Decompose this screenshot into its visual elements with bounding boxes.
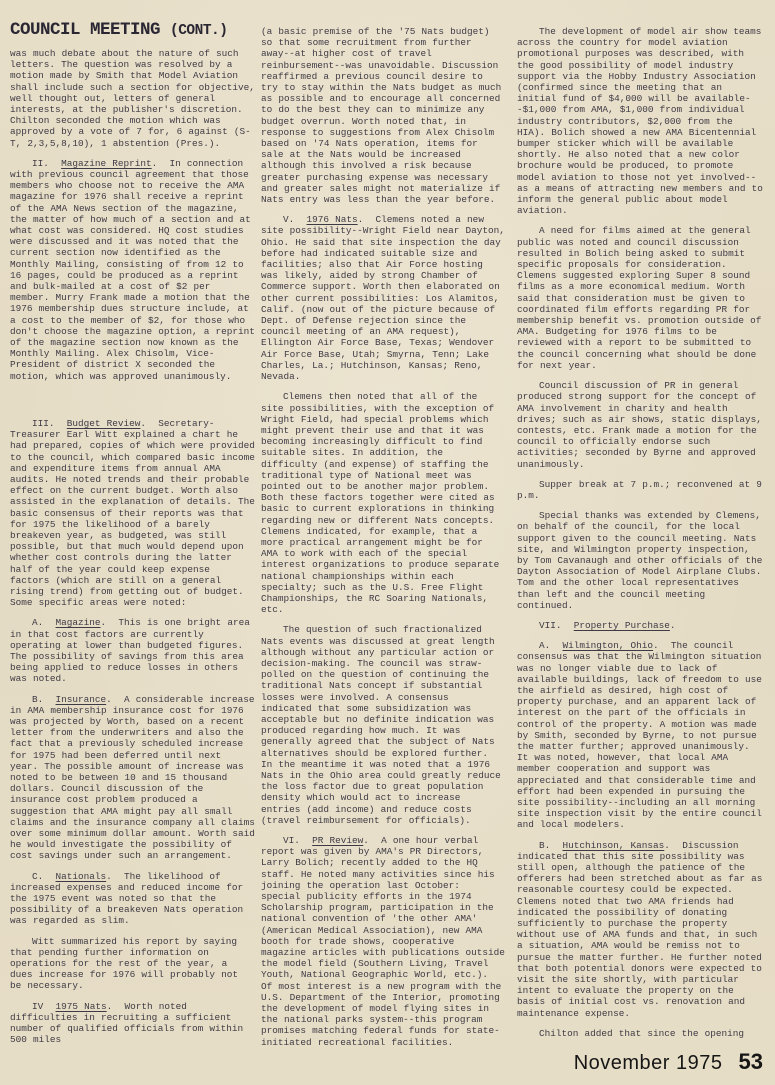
column-3 (517, 26, 767, 1039)
paragraph: A. Magazine. This is one bright area in that cost factors are currently operating at lower than budgeted figures. The possibility of savings from this area being applied to reduce losses in others was noted. (10, 617, 250, 685)
paragraph: A need for films aimed at the general public was noted and council discussion resulted in Bolich being asked to submit specific proposals for consideration. Clemens suggested exploring Super 8 sound films as a more economical medium. Worth said that consideration must be given to coordinated film efforts regarding PR for membership benefit vs. promotion outside of AMA. Budgeting for 1976 films to be reviewed with a report to be submitted to the council concerning what should be done for next year. (517, 225, 762, 371)
issue-date: November 1975 (573, 1052, 723, 1074)
column-layout (10, 20, 767, 1048)
paragraph: A. Wilmington, Ohio. The council consensus was that the Wilmington situation was no longer viable due to lack of available buildings, lack of freedom to use the airfield as desired, high cost of property purchase, and an apparent lack of interest on the part of the officials in control of the property. A motion was made by Smith, seconded by Byrne, to not pursue the matter further; approved unanimously. It was noted, however, that local AMA member cooperation and support was appreciated and that considerable time and effort had been expended in pursuing the site possibility--including an all morning site inspection visit by the entire council and local modelers. (517, 640, 762, 831)
paragraph: B. Hutchinson, Kansas. Discussion indicated that this site possibility was still open, although the patience of the offerers had been stretched about as far as reasonable courtesy could be expected. Clemens noted that two AMA friends had indicated the possibility of donating sufficiently to purchase the property without use of AMA funds and that, in such a situation, AMA would be remiss not to pursue the matter further. He further noted that both potential donors were expected to visit the site shortly, with particular intent to evaluate the property on the basis of initial cost vs. renovation and maintenance expense. (517, 839, 763, 1019)
paragraph: (a basic premise of the '75 Nats budget) so that some recruitment from further away--at higher cost of travel reinbursement--was unavoidable. Discussion reaffirmed a previous council desire to try to stay within the Nats budget as much as possible and to encourage all concerned to do the best they can to minimize any budget overrun. Worth noted that, in response to suggestions from Alex Chisolm based on '74 Nats operation, items for sale at the Nats would be increased although this involved a risk because greater purchasing expense was necessary and greater sales might not materialize if Nats entry was less than the year before. (261, 26, 502, 206)
paragraph: VII. Property Purchase. (539, 619, 688, 631)
page-footer (574, 1049, 763, 1075)
section-heading: Insurance (55, 693, 107, 705)
paragraph: The development of model air show teams across the country for model aviation promotional purposes was described, with the good possibility of model industry support via the Hobby Industry Association (confirmed since the meeting that an initial fund of $4,000 will be available--$1,000 from AMA, $1,000 from individual industry contributors, $2,000 from the HIA). Bolich showed a new AMA Bicentennial bumper sticker which will be available shortly. He also noted that a new color brochure would be produced, to promote model aviation to those not yet involved--as a means of attracting new members and to inform the general public about model aviation. (517, 26, 763, 217)
paragraph: III. Budget Review. Secretary-Treasurer Earl Witt explained a chart he had prepared, copies of which were provided to the council, which compared basic income and expenditure items from annual AMA audits. He noted trends and their probable effect on the current budget. Worth also assisted in the explanation of details. The basic consensus of their reports was that for 1975 the likelihood of a barely breakeven year, as budgeted, was still possible, but that much would depend upon whether cost controls during the latter half of the year could keep expense factors (which are still on a general rising trend) from getting out of budget. Some specific areas were noted: (10, 417, 255, 609)
column-1 (10, 20, 255, 1045)
section-number: A. (539, 640, 563, 652)
paragraph: Supper break at 7 p.m.; reconvened at 9 p.m. (517, 478, 762, 501)
paragraph: Witt summarized his report by saying that pending further information on operations for the rest of the year, a dues increase for 1976 will probably not be necessary. (10, 935, 239, 992)
section-heading: Hutchinson, Kansas (562, 839, 665, 851)
section-heading: 1975 Nats (55, 1000, 107, 1012)
paragraph: V. 1976 Nats. Clemens noted a new site possibility--Wright Field near Dayton, Ohio. He said that site inspection the day before had indicated suitable size and facilities; also that Air Force hosting was likely, aided by strong Chamber of Commerce support. Worth then elaborated on other current possibilities: Los Alamitos, Calif. (now out of the picture because of Dept. of Defense rejection since the council meeting of an AMA request), Ellington Air Force Base, Texas; Wendover Air Force Base, Utah; Smyrna, Tenn; Lake Charles, La.; Hutchinson, Kansas; Reno, Nevada. (261, 214, 505, 383)
paragraph: II. Magazine Reprint. In connection with previous council agreement that those members who choose not to receive the AMA magazine for 1976 shall receive a reprint of the AMA News section of the magazine, the matter of how much of a section and at what cost was considered. HQ cost studies were discussed and it was noted that the current section now identified as the Monthly Mailing, consisting of from 12 to 16 pages, could be produced as a reprint and bulk-mailed at a cost of $2 per member. Murry Frank made a motion that the 1976 membership dues structure include, at a cost to the member of $2, for those who don't choose the magazine option, a reprint of the magazine section now known as the Monthly Mailing. Alex Chisolm, Vice-President of district X seconded the motion, which was approved unanimously. (10, 157, 255, 382)
section-number: B. (32, 693, 56, 705)
section-heading: Nationals (55, 870, 107, 882)
paragraph: VI. PR Review. A one hour verbal report was given by AMA's PR Directors, Larry Bolich; recently added to the HQ staff. He noted many activities since his joining the operation last October: special publicity efforts in the 1974 Scholarship program, participation in the national convention of 'the other AMA' (American Medical Association), new AMA booth for trade shows, cooperative magazine articles with publications outside the model field (Southern Living, Travel Youth, National Geographic World, etc.). Of most interest is a new program with the U.S. Department of the Interior, promoting the development of model flying sites in the national parks system--this program promises matching federal funds for state-initiated recreational facilities. (261, 835, 505, 1048)
paragraph: IV 1975 Nats. Worth noted difficulties in recruiting a sufficient number of qualified officials from within 500 miles (10, 1000, 244, 1046)
section-heading: PR Review (312, 835, 364, 847)
page-title-cont: (CONT.) (170, 23, 228, 39)
section-heading: Magazine (55, 617, 101, 629)
section-number: III. (32, 417, 67, 429)
section-number: VII. (539, 619, 574, 631)
paragraph: The question of such fractionalized Nats events was discussed at great length although without any particular action or decision-making. The council was straw-polled on the question of continuing the traditional Nats concept if substantial losses were involved. A consensus indicated that some subsidization was acceptable but no definite indication was produced regarding how much. It was generally agreed that the subject of Nats alternatives should be explored further. In the meantime it was noted that a 1976 Nats in the Ohio area could greatly reduce the loss factor due to great population density which would act to increase entries (add income) and reduce costs (travel reimbursement for officials). (261, 624, 501, 826)
column-1-text (10, 48, 255, 1045)
section-heading: Wilmington, Ohio (562, 640, 654, 652)
page-number: 53 (738, 1049, 763, 1074)
section-heading: Property Purchase (573, 619, 670, 631)
paragraph: was much debate about the nature of such letters. The question was resolved by a motion made by Smith that Model Aviation shall include such a section for objective, well thought out, letters of general interests, at the publisher's discretion. Chilton seconded the motion which was approved by a vote of 7 for, 6 against (S-T, 2,3,5,8,10), 1 abstention (Pres.). (10, 48, 255, 149)
column-2-text (261, 26, 505, 1048)
paragraph: Special thanks was extended by Clemens, on behalf of the council, for the local support given to the council meeting. Nats site, and Wilmington property inspection, by Tom Cavanaugh and other officials of the Dayton Association of Model Airplane Clubs. Tom and the other local representatives than left and the council meeting continued. (517, 510, 763, 611)
page-title-main: COUNCIL MEETING (10, 20, 171, 40)
section-number: VI. (283, 835, 313, 847)
section-number: A. (32, 617, 56, 629)
column-2 (261, 26, 505, 1048)
section-heading: Magazine Reprint (61, 157, 152, 169)
column-3-text (517, 26, 767, 1039)
section-number: V. (283, 214, 307, 226)
paragraph: B. Insurance. A considerable increase in AMA membership insurance cost for 1976 was projected by Worth, based on a recent letter from the underwriters and also the fact that a previously scheduled increase for 1975 had been deferred until next year. The possible amount of increase was noted to be between 10 and 15 thousand dollars. Council discussion of the insurance cost problem produced a suggestion that AMA might pay all small claims and the insurance company all claims over some minimum dollar amount. Worth said he would investigate the possibility of cost savings under such an arrangement. (10, 693, 255, 862)
section-number: IV (32, 1000, 56, 1012)
section-number: II. (32, 157, 62, 169)
paragraph: Council discussion of PR in general produced strong support for the concept of AMA involvement in charity and health drives; such as air shows, static displays, contests, etc. Frank made a motion for the council to officially endorse such activities; seconded by Byrne and approved unanimously. (517, 380, 762, 470)
page-title (10, 20, 255, 40)
paragraph: C. Nationals. The likelihood of increased expenses and reduced income for the 1975 event was noted so that the possibility of a breakeven Nats operation was regarded as slim. (10, 870, 244, 927)
section-heading: 1976 Nats (306, 214, 358, 226)
section-heading: Budget Review (66, 417, 141, 429)
paragraph: Chilton added that since the opening (539, 1027, 745, 1039)
section-number: B. (539, 839, 563, 851)
section-number: C. (32, 870, 56, 882)
paragraph: Clemens then noted that all of the site possibilities, with the exception of Wright Field, had special problems which might prevent their use and that it was becoming increasingly difficult to find suitable sites. In addition, the difficulty (and expense) of staffing the traditional type of National meet was pointed out to be another major problem. Both these factors together were cited as basic to current explorations in thinking regarding new or different Nats concepts. Clemens indicated, for example, that a more practical arrangement might be for AMA to work with each of the special interest organizations to produce separate national championships within each specialty; such as the U.S. Free Flight Championships, the RC Soaring Nationals, etc. (261, 391, 500, 616)
